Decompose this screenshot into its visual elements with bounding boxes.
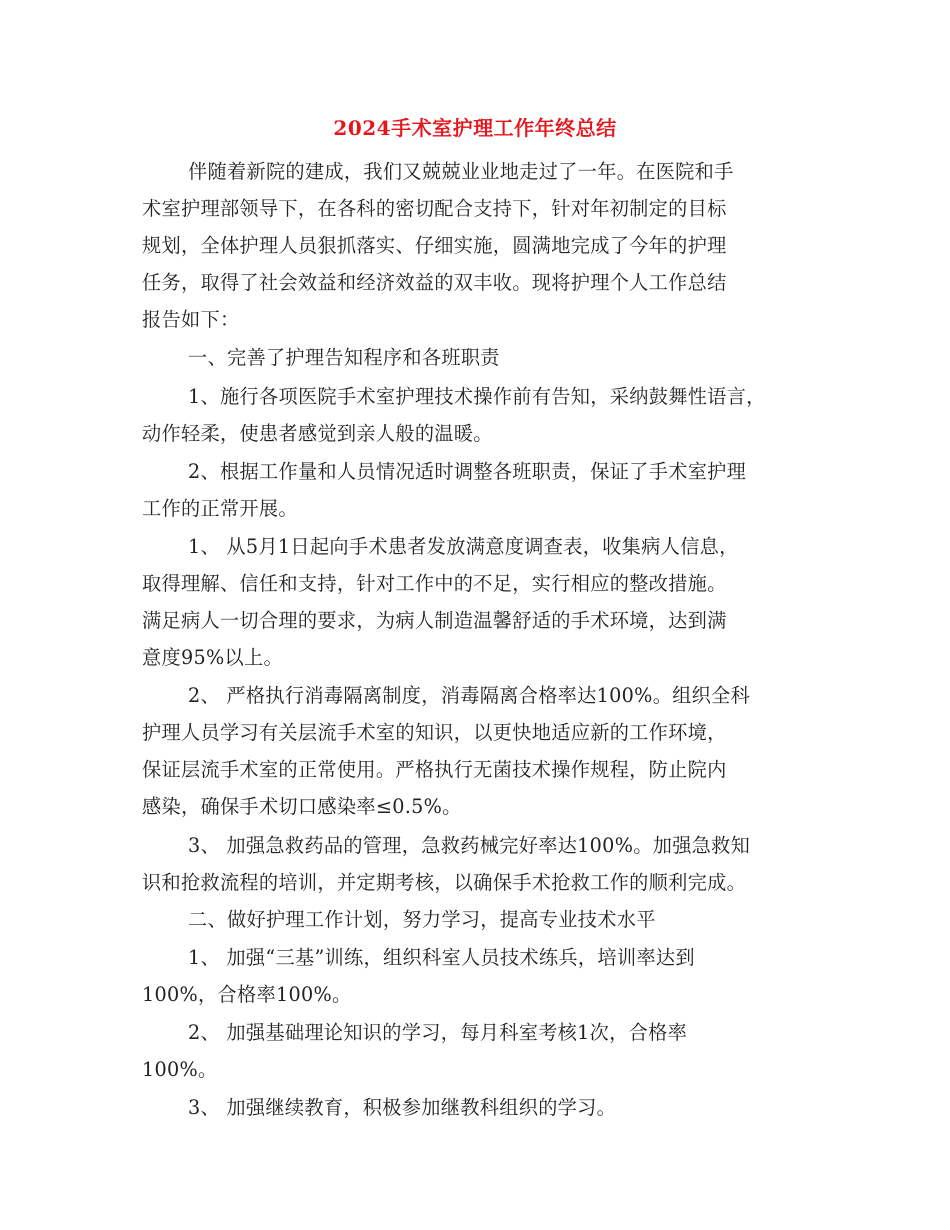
paragraph-line: 术室护理部领导下，在各科的密切配合支持下，针对年初制定的目标 — [142, 197, 727, 220]
paragraph-line: 2、 加强基础理论知识的学习，每月科室考核1次，合格率 — [188, 1021, 688, 1044]
paragraph-line: 感染，确保手术切口感染率≤0.5%。 — [142, 795, 462, 818]
paragraph-line: 2、 严格执行消毒隔离制度，消毒隔离合格率达100%。组织全科 — [188, 684, 751, 707]
paragraph-line: 报告如下： — [142, 308, 240, 331]
paragraph-line: 100%，合格率100%。 — [142, 983, 352, 1006]
paragraph-line: 护理人员学习有关层流手术室的知识，以更快地适应新的工作环境， — [142, 721, 727, 744]
paragraph-line: 1、 加强“三基”训练，组织科室人员技术练兵，培训率达到 — [188, 946, 695, 969]
paragraph-line: 1、 从5月1日起向手术患者发放满意度调查表，收集病人信息， — [188, 535, 739, 558]
section-heading: 二、做好护理工作计划，努力学习，提高专业技术水平 — [188, 908, 656, 931]
paragraph-line: 100%。 — [142, 1058, 218, 1081]
paragraph-line: 意度95%以上。 — [142, 646, 283, 669]
paragraph-line: 2、根据工作量和人员情况适时调整各班职责，保证了手术室护理 — [188, 460, 747, 483]
paragraph-line: 取得理解、信任和支持，针对工作中的不足，实行相应的整改措施。 — [142, 572, 727, 595]
paragraph-line: 规划，全体护理人员狠抓落实、仔细实施，圆满地完成了今年的护理 — [142, 234, 727, 257]
paragraph-line: 工作的正常开展。 — [142, 497, 298, 520]
paragraph-line: 1、施行各项医院手术室护理技术操作前有告知，采纳鼓舞性语言， — [188, 385, 766, 408]
paragraph-line: 识和抢救流程的培训，并定期考核，以确保手术抢救工作的顺利完成。 — [142, 871, 747, 894]
paragraph-line: 满足病人一切合理的要求，为病人制造温馨舒适的手术环境，达到满 — [142, 609, 727, 632]
paragraph-line: 伴随着新院的建成，我们又兢兢业业地走过了一年。在医院和手 — [188, 160, 734, 183]
paragraph-line: 保证层流手术室的正常使用。严格执行无菌技术操作规程，防止院内 — [142, 758, 727, 781]
section-heading: 一、完善了护理告知程序和各班职责 — [188, 346, 500, 369]
paragraph-line: 3、 加强继续教育，积极参加继教科组织的学习。 — [188, 1096, 617, 1119]
paragraph-line: 动作轻柔，使患者感觉到亲人般的温暖。 — [142, 422, 493, 445]
paragraph-line: 3、 加强急救药品的管理，急救药械完好率达100%。加强急救知 — [188, 834, 751, 857]
paragraph-line: 任务，取得了社会效益和经济效益的双丰收。现将护理个人工作总结 — [142, 271, 727, 294]
document-title: 2024手术室护理工作年终总结 — [333, 116, 617, 140]
